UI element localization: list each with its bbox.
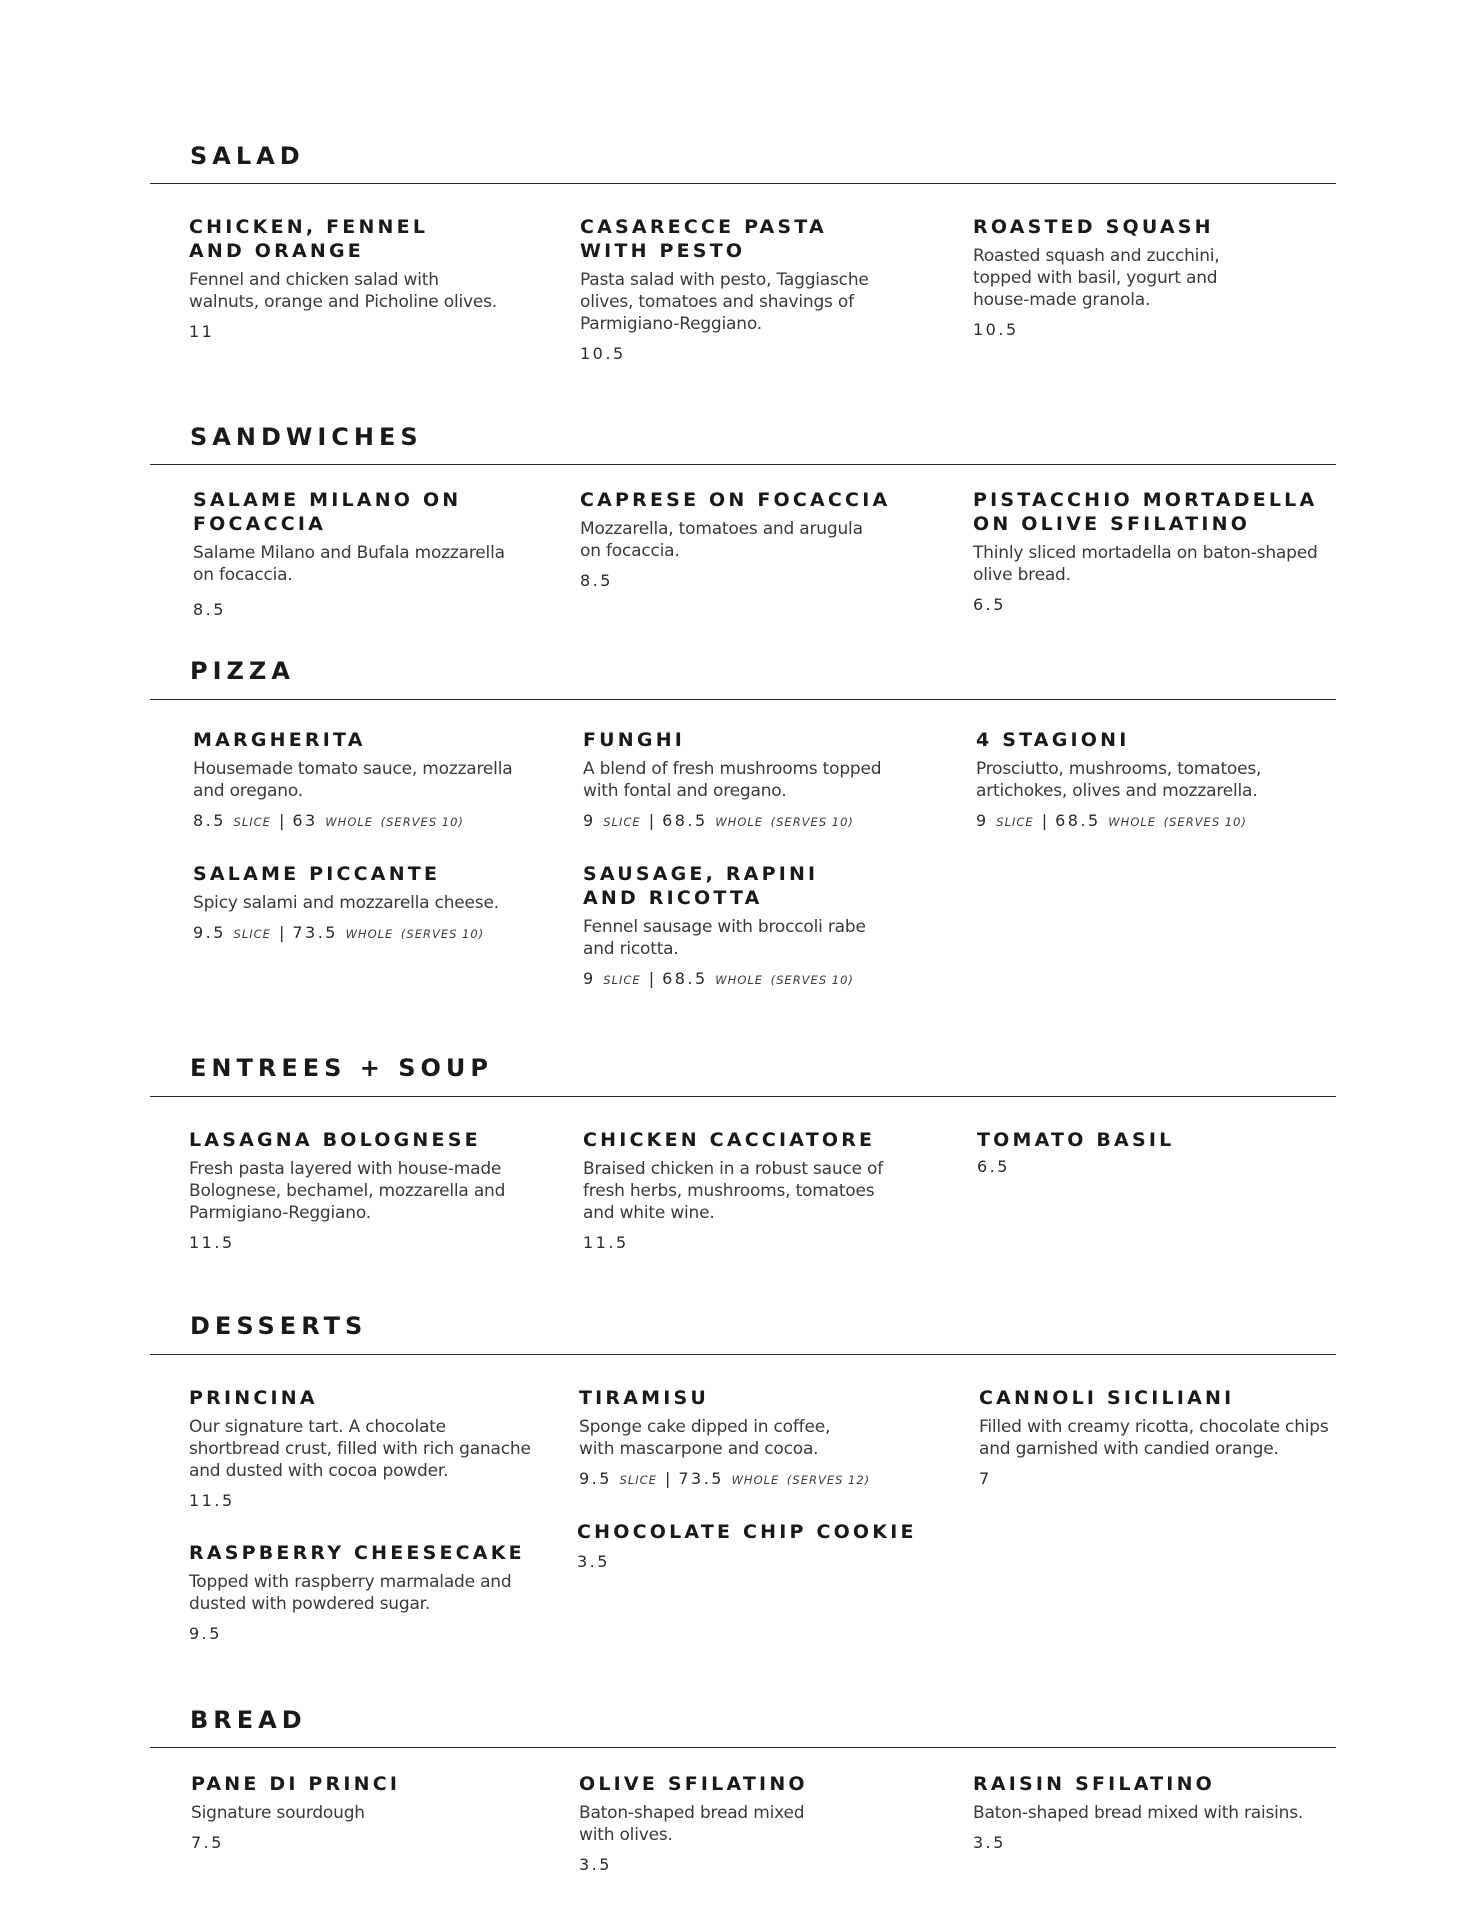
item-name: PISTACCHIO MORTADELLA ON OLIVE SFILATINO [973,489,1318,535]
menu-item-chocolate-chip-cookie [577,1520,937,1571]
menu-item-raisin-sfilatino [973,1772,1333,1852]
menu-item-4-stagioni [976,728,1336,830]
slice-price: 9 [583,811,596,830]
whole-price: 68.5 [662,811,708,830]
item-name: ROASTED SQUASH [973,216,1214,238]
whole-label: WHOLE [325,815,374,829]
menu-item-sausage-rapini [583,862,943,988]
item-name: SAUSAGE, RAPINI AND RICOTTA [583,863,819,909]
item-price: 9 SLICE | 68.5 WHOLE (SERVES 10) [583,811,854,830]
whole-price: 73.5 [292,923,338,942]
item-name: CHICKEN, FENNEL AND ORANGE [189,216,429,262]
section-divider [150,1096,1336,1097]
section-divider [150,1354,1336,1355]
item-price: 9.5 SLICE | 73.5 WHOLE (SERVES 12) [579,1469,871,1488]
item-description: Sponge cake dipped in coffee, with mascarpone and cocoa. [579,1417,831,1459]
section-title-entrees: ENTREES + SOUP [190,1054,493,1082]
menu-item-roasted-squash [973,215,1333,339]
section-title-desserts: DESSERTS [190,1312,368,1340]
item-name: 4 STAGIONI [976,729,1130,751]
section-divider [150,464,1336,465]
menu-item-casarecce-pasta [580,215,940,363]
item-description: Housemade tomato sauce, mozzarella and oregano. [193,759,513,801]
menu-item-princina [189,1386,569,1510]
item-price: 10.5 [580,344,626,363]
item-price: 9.5 SLICE | 73.5 WHOLE (SERVES 10) [193,923,485,942]
whole-label: WHOLE [715,973,764,987]
item-name: PRINCINA [189,1387,318,1409]
section-title-pizza: PIZZA [190,657,295,685]
item-name: TOMATO BASIL [977,1129,1175,1151]
section-divider [150,1747,1336,1748]
item-price: 8.5 [193,600,226,619]
slice-price: 8.5 [193,811,226,830]
item-description: Spicy salami and mozzarella cheese. [193,893,499,913]
item-price: 11.5 [583,1233,629,1252]
menu-item-margherita [193,728,553,830]
section-divider [150,183,1336,184]
slice-price: 9.5 [193,923,226,942]
item-price: 6.5 [973,595,1006,614]
menu-item-pane-di-princi [191,1772,551,1852]
serves-note: (SERVES 10) [380,815,464,829]
slice-price: 9 [583,969,596,988]
slice-label: SLICE [996,815,1034,829]
item-description: Fresh pasta layered with house-made Bolognese, bechamel, mozzarella and Parmigiano-Reggiano. [189,1159,506,1223]
item-description: Fennel and chicken salad with walnuts, orange and Picholine olives. [189,270,497,312]
item-name: RASPBERRY CHEESECAKE [189,1542,525,1564]
whole-price: 68.5 [662,969,708,988]
item-price: 6.5 [977,1157,1010,1176]
item-price: 11 [189,322,215,341]
item-price: 7.5 [191,1833,224,1852]
item-name: CASARECCE PASTA WITH PESTO [580,216,827,262]
item-description: Fennel sausage with broccoli rabe and ricotta. [583,917,866,959]
item-price: 7 [979,1469,992,1488]
item-name: LASAGNA BOLOGNESE [189,1129,481,1151]
item-description: Roasted squash and zucchini, topped with basil, yogurt and house-made granola. [973,246,1220,310]
slice-label: SLICE [619,1473,657,1487]
serves-note: (SERVES 10) [400,927,485,941]
item-description: Our signature tart. A chocolate shortbread crust, filled with rich ganache and dusted with cocoa powder. [189,1417,531,1481]
item-description: Braised chicken in a robust sauce of fresh herbs, mushrooms, tomatoes and white wine. [583,1159,884,1223]
menu-item-chicken-fennel [189,215,549,341]
item-name: OLIVE SFILATINO [579,1773,808,1795]
slice-label: SLICE [233,815,271,829]
item-description: Pasta salad with pesto, Taggiasche olives, tomatoes and shavings of Parmigiano-Reggiano. [580,270,869,334]
menu-item-raspberry-cheesecake [189,1541,549,1643]
serves-note: (SERVES 10) [770,973,854,987]
item-description: Prosciutto, mushrooms, tomatoes, artichokes, olives and mozzarella. [976,759,1262,801]
whole-label: WHOLE [345,927,394,941]
item-price: 8.5 SLICE | 63 WHOLE (SERVES 10) [193,811,464,830]
item-name: CHOCOLATE CHIP COOKIE [577,1521,917,1543]
item-name: CAPRESE ON FOCACCIA [580,489,891,511]
menu-item-chicken-cacciatore [583,1128,943,1252]
item-price: 11.5 [189,1233,235,1252]
whole-price: 73.5 [678,1469,724,1488]
item-price: 3.5 [973,1833,1006,1852]
whole-label: WHOLE [1108,815,1157,829]
item-name: SALAME PICCANTE [193,863,441,885]
menu-item-cannoli [979,1386,1339,1488]
item-price: 3.5 [579,1855,612,1874]
item-price: 3.5 [577,1552,610,1571]
section-title-salad: SALAD [190,142,305,170]
item-name: FUNGHI [583,729,686,751]
section-title-bread: BREAD [190,1706,307,1734]
item-description: Signature sourdough [191,1803,365,1823]
item-name: PANE DI PRINCI [191,1773,401,1795]
menu-item-tomato-basil [977,1128,1337,1176]
item-price: 10.5 [973,320,1019,339]
slice-label: SLICE [603,815,641,829]
item-description: Filled with creamy ricotta, chocolate chips and garnished with candied orange. [979,1417,1329,1459]
item-name: CHICKEN CACCIATORE [583,1129,876,1151]
item-description: A blend of fresh mushrooms topped with fontal and oregano. [583,759,882,801]
menu-item-lasagna [189,1128,549,1252]
item-price: 9.5 [189,1624,222,1643]
item-name: MARGHERITA [193,729,366,751]
section-title-sandwiches: SANDWICHES [190,423,423,451]
item-price: 9 SLICE | 68.5 WHOLE (SERVES 10) [583,969,854,988]
item-description: Salame Milano and Bufala mozzarella on focaccia. [193,543,505,585]
slice-price: 9 [976,811,989,830]
menu-item-olive-sfilatino [579,1772,939,1874]
section-divider [150,699,1336,700]
slice-price: 9.5 [579,1469,612,1488]
item-name: TIRAMISU [579,1387,710,1409]
slice-label: SLICE [233,927,271,941]
whole-label: WHOLE [715,815,764,829]
item-price: 9 SLICE | 68.5 WHOLE (SERVES 10) [976,811,1247,830]
menu-item-pistacchio-mortadella [973,488,1333,614]
whole-label: WHOLE [731,1473,780,1487]
item-description: Baton-shaped bread mixed with raisins. [973,1803,1304,1823]
item-name: RAISIN SFILATINO [973,1773,1216,1795]
whole-price: 63 [292,811,318,830]
menu-item-funghi [583,728,943,830]
menu-item-caprese [580,488,940,590]
serves-note: (SERVES 10) [1163,815,1247,829]
item-name: CANNOLI SICILIANI [979,1387,1235,1409]
item-description: Topped with raspberry marmalade and dusted with powdered sugar. [189,1572,512,1614]
item-description: Thinly sliced mortadella on baton-shaped olive bread. [973,543,1318,585]
item-description: Baton-shaped bread mixed with olives. [579,1803,805,1845]
slice-label: SLICE [603,973,641,987]
item-price: 8.5 [580,571,613,590]
menu-item-tiramisu [579,1386,939,1488]
whole-price: 68.5 [1055,811,1101,830]
serves-note: (SERVES 12) [786,1473,871,1487]
item-name: SALAME MILANO ON FOCACCIA [193,489,462,535]
serves-note: (SERVES 10) [770,815,854,829]
menu-item-salame-piccante [193,862,553,942]
item-price: 11.5 [189,1491,235,1510]
item-description: Mozzarella, tomatoes and arugula on focaccia. [580,519,863,561]
menu-item-salame-milano [193,488,573,619]
